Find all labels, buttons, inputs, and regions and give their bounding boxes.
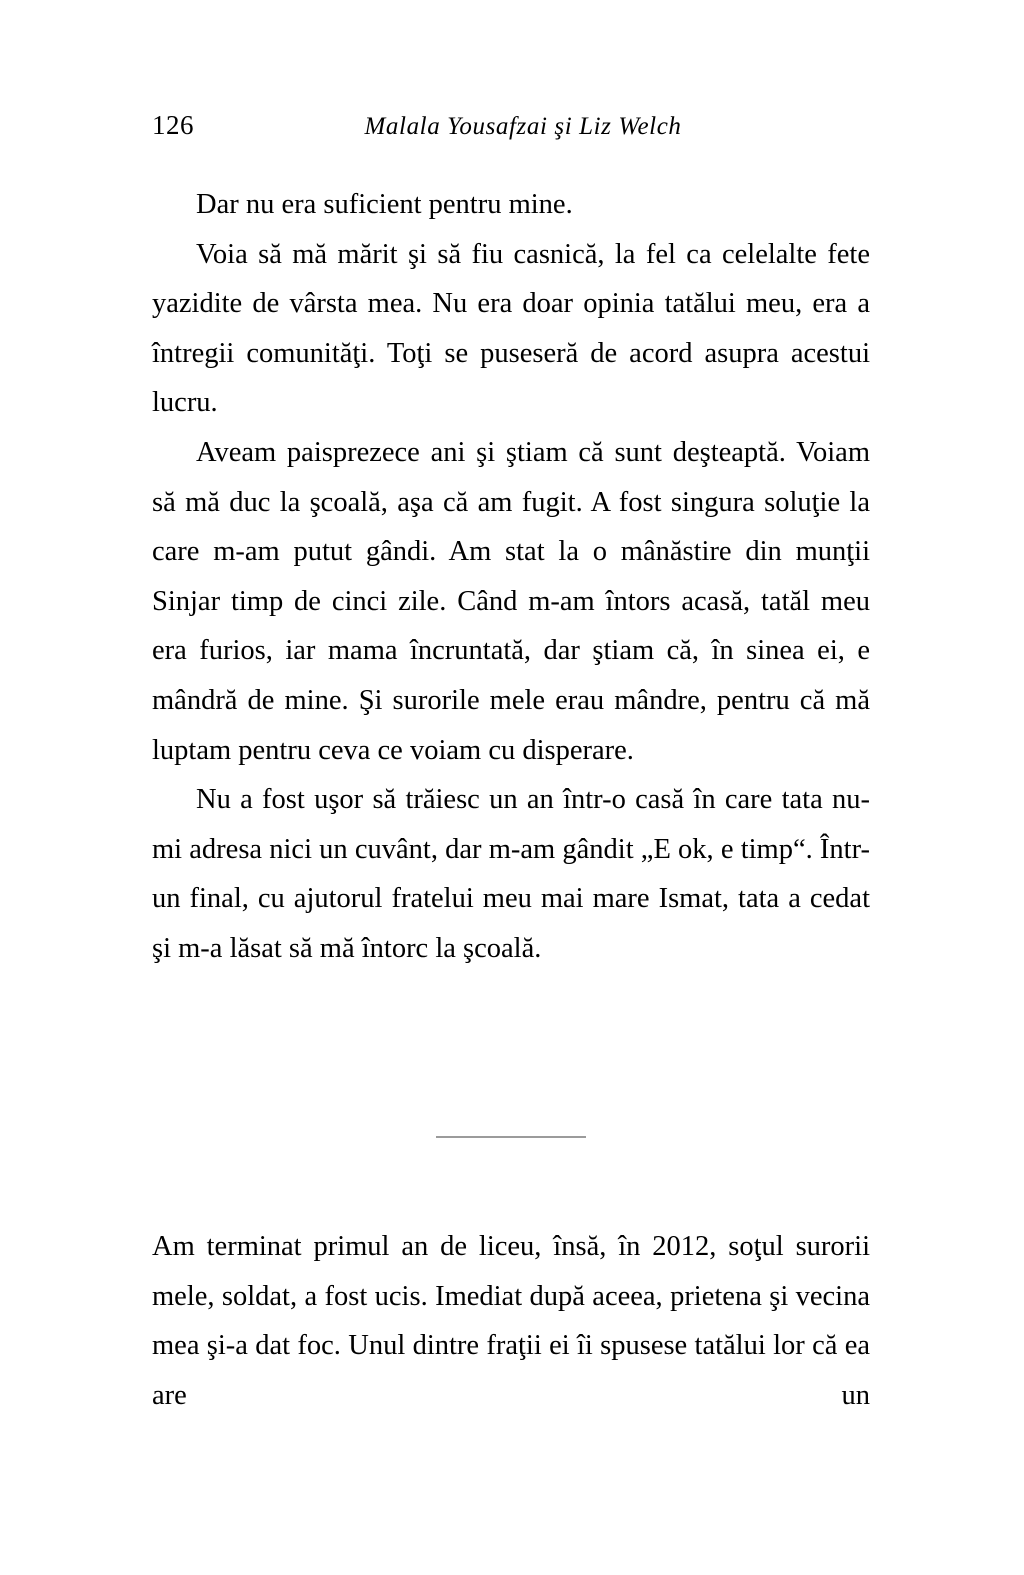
paragraph: Nu a fost uşor să trăiesc un an într-o casă în care tata nu-mi adresa nici un cuvânt, dar m-am gândit „E ok, e timp“. Într-un final, cu ajutorul fratelui meu mai mare Ismat, tata a cedat şi m-a lăsat să mă întorc la şcoală. xyxy=(152,784,870,964)
divider-rule xyxy=(436,1136,586,1138)
paragraph: Voia să mă mărit şi să fiu casnică, la fel ca celelalte fete yazidite de vârsta mea. Nu era doar opinia tatălui meu, era a întregii comunităţi. Toţi se puseseră de acord asupra acestui lucru. xyxy=(152,238,870,419)
page-header xyxy=(152,112,872,139)
section-divider xyxy=(152,1136,870,1138)
body-text-block-after-divider xyxy=(152,1222,870,1420)
paragraph: Dar nu era suficient pentru mine. xyxy=(196,189,573,220)
page-number: 126 xyxy=(152,110,194,140)
running-head: Malala Yousafzai şi Liz Welch xyxy=(364,113,682,140)
paragraph: Aveam paisprezece ani şi ştiam că sunt deşteaptă. Voiam să mă duc la şcoală, aşa că am fugit. A fost singura soluţie la care m-am putut gândi. Am stat la o mânăstire din munţii Sinjar timp de cinci zile. Când m-am întors acasă, tatăl meu era furios, iar mama încruntată, dar ştiam că, în sinea ei, e mândră de mine. Şi surorile mele erau mândre, pentru că mă luptam pentru ceva ce voiam cu disperare. xyxy=(152,436,870,766)
body-text-block xyxy=(152,180,870,974)
paragraph: Am terminat primul an de liceu, însă, în 2012, soţul surorii mele, soldat, a fost ucis. Imediat după aceea, prietena şi vecina mea şi-a dat foc. Unul dintre fraţii ei îi spusese tatălui lor că ea are un xyxy=(152,1231,870,1411)
